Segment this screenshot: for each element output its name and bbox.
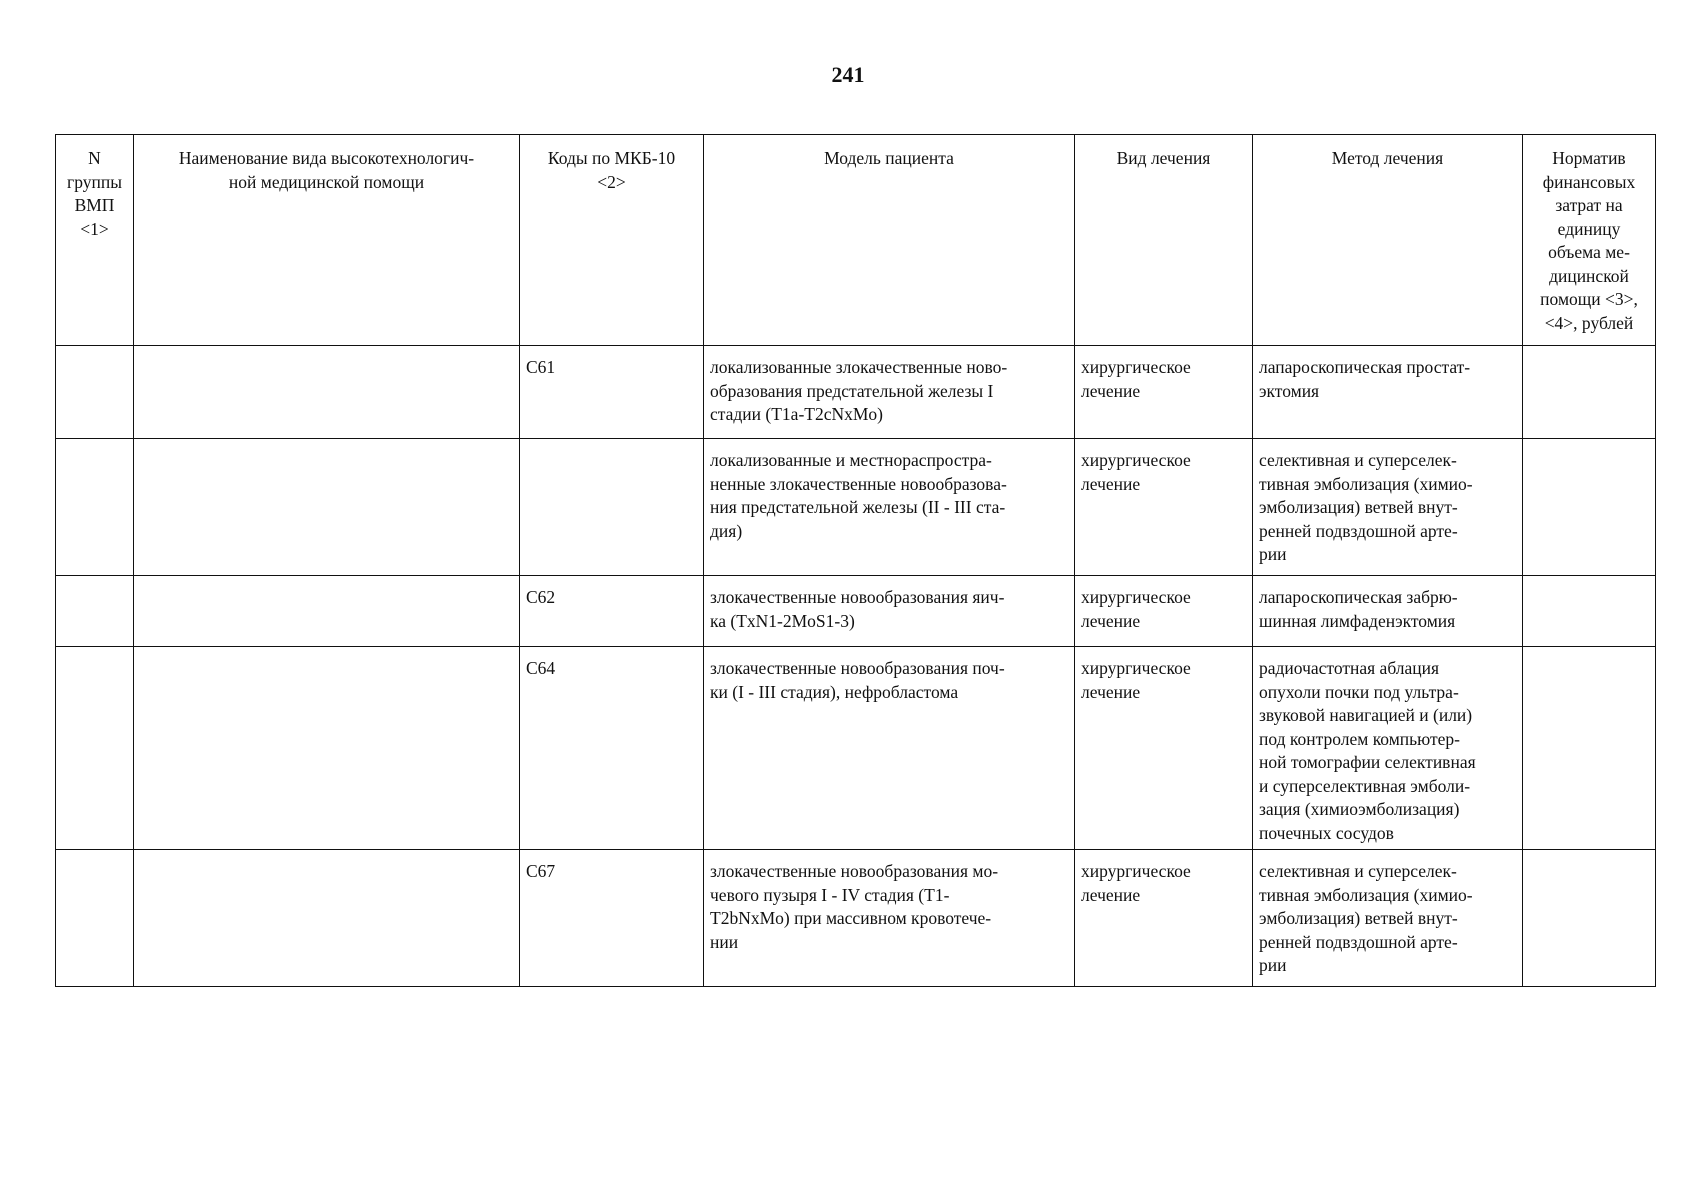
text-line: лапароскопическая забрю- — [1259, 587, 1458, 607]
text-line: эмболизация) ветвей внут- — [1259, 908, 1458, 928]
table-row — [56, 850, 1656, 987]
cell-care-type-name — [134, 850, 520, 987]
text-line: ренней подвздошной арте- — [1259, 931, 1458, 952]
cell-patient-model — [704, 346, 1075, 439]
text-line: <4>, рублей — [1544, 312, 1634, 333]
text-line: под контролем компьютер- — [1259, 728, 1460, 749]
text-line: ка (TxN1-2MoS1-3) — [710, 610, 855, 631]
cell-treatment-type — [1075, 439, 1253, 576]
cell-treatment-method — [1253, 647, 1523, 850]
text-line: T2bNxMo) при массивном кровотече- — [710, 908, 992, 928]
text-line: хирургическое — [1081, 658, 1191, 678]
text-line: ния предстательной железы (II - III ста- — [710, 497, 1006, 517]
header-patient-model — [704, 135, 1075, 346]
cell-cost-norm — [1523, 346, 1656, 439]
cell-cost-norm — [1523, 850, 1656, 987]
cell-group-number — [56, 439, 134, 576]
header-cost-norm — [1523, 135, 1656, 346]
text-line: ки (I - III стадия), нефробластома — [710, 681, 959, 702]
cell-care-type-name — [134, 576, 520, 647]
text-line: лечение — [1081, 610, 1141, 631]
cell-group-number — [56, 346, 134, 439]
text-line: <1> — [80, 218, 109, 239]
text-line: дицинской — [1549, 265, 1629, 286]
vmp-table — [55, 134, 1656, 987]
cell-icd10-code: C62 — [520, 576, 704, 647]
cell-treatment-method — [1253, 346, 1523, 439]
text-line: образования предстательной железы I — [710, 380, 994, 401]
cell-cost-norm — [1523, 647, 1656, 850]
text-line: Модель пациента — [824, 148, 954, 168]
text-line: стадии (T1a-T2cNxMo) — [710, 404, 884, 424]
text-line: лечение — [1081, 380, 1141, 401]
cell-patient-model — [704, 647, 1075, 850]
text-line: ВМП — [74, 195, 115, 215]
text-line: N — [88, 148, 101, 168]
table-body — [56, 346, 1656, 987]
cell-treatment-method — [1253, 850, 1523, 987]
cell-group-number — [56, 647, 134, 850]
text-line: финансовых — [1542, 171, 1636, 192]
text-line: селективная и суперселек- — [1259, 861, 1457, 881]
table-header-row — [56, 135, 1656, 346]
cell-care-type-name — [134, 439, 520, 576]
cell-treatment-type — [1075, 346, 1253, 439]
cell-care-type-name — [134, 346, 520, 439]
text-line: хирургическое — [1081, 450, 1191, 470]
text-line: хирургическое — [1081, 357, 1191, 377]
header-treatment-type — [1075, 135, 1253, 346]
text-line: лапароскопическая простат- — [1259, 357, 1471, 377]
text-line: Коды по МКБ-10 — [547, 148, 676, 168]
text-line: Метод лечения — [1331, 148, 1444, 168]
cell-patient-model — [704, 850, 1075, 987]
text-line: и суперселективная эмболи- — [1259, 775, 1471, 796]
text-line: объема ме- — [1548, 242, 1630, 262]
text-line: помощи <3>, — [1540, 289, 1638, 309]
text-line: эктомия — [1259, 380, 1320, 401]
text-line: локализованные и местнораспростра- — [710, 450, 992, 470]
text-line: Норматив — [1552, 148, 1626, 168]
text-line: эмболизация) ветвей внут- — [1259, 497, 1458, 517]
text-line: локализованные злокачественные ново- — [710, 357, 1008, 377]
text-line: тивная эмболизация (химио- — [1259, 473, 1473, 494]
text-line: почечных сосудов — [1259, 822, 1394, 843]
text-line: ной томографии селективная — [1259, 752, 1476, 772]
text-line: Наименование вида высокотехнологич- — [178, 148, 475, 168]
text-line: ной медицинской помощи — [228, 171, 425, 192]
cell-treatment-type — [1075, 850, 1253, 987]
text-line: тивная эмболизация (химио- — [1259, 884, 1473, 905]
text-line: шинная лимфаденэктомия — [1259, 610, 1456, 631]
header-group-number — [56, 135, 134, 346]
text-line: лечение — [1081, 681, 1141, 702]
text-line: лечение — [1081, 884, 1141, 905]
cell-icd10-code — [520, 439, 704, 576]
text-line: дия) — [710, 520, 743, 541]
text-line: <2> — [597, 171, 626, 192]
text-line: хирургическое — [1081, 587, 1191, 607]
text-line: злокачественные новообразования яич- — [710, 587, 1005, 607]
header-icd10-codes — [520, 135, 704, 346]
text-line: злокачественные новообразования мо- — [710, 861, 999, 881]
text-line: опухоли почки под ультра- — [1259, 681, 1459, 702]
text-line: радиочастотная аблация — [1259, 658, 1440, 678]
table-row — [56, 439, 1656, 576]
cell-care-type-name — [134, 647, 520, 850]
cell-treatment-method — [1253, 439, 1523, 576]
text-line: Вид лечения — [1116, 148, 1211, 168]
text-line: рии — [1259, 544, 1287, 564]
text-line: группы — [67, 171, 122, 192]
cell-cost-norm — [1523, 576, 1656, 647]
text-line: единицу — [1557, 218, 1621, 239]
header-care-type-name — [134, 135, 520, 346]
cell-patient-model — [704, 576, 1075, 647]
table-row — [56, 647, 1656, 850]
text-line: рии — [1259, 955, 1287, 975]
cell-group-number — [56, 850, 134, 987]
cell-treatment-type — [1075, 647, 1253, 850]
text-line: затрат на — [1555, 195, 1623, 215]
cell-icd10-code: C64 — [520, 647, 704, 850]
text-line: звуковой навигацией и (или) — [1259, 705, 1473, 725]
cell-treatment-method — [1253, 576, 1523, 647]
table-row — [56, 576, 1656, 647]
text-line: чевого пузыря I - IV стадия (T1- — [710, 884, 950, 905]
table-row — [56, 346, 1656, 439]
cell-patient-model — [704, 439, 1075, 576]
cell-icd10-code: C61 — [520, 346, 704, 439]
text-line: хирургическое — [1081, 861, 1191, 881]
cell-group-number — [56, 576, 134, 647]
text-line: селективная и суперселек- — [1259, 450, 1457, 470]
cell-icd10-code: C67 — [520, 850, 704, 987]
cell-cost-norm — [1523, 439, 1656, 576]
text-line: злокачественные новообразования поч- — [710, 658, 1005, 678]
header-treatment-method — [1253, 135, 1523, 346]
cell-treatment-type — [1075, 576, 1253, 647]
text-line: ненные злокачественные новообразова- — [710, 473, 1007, 494]
text-line: нии — [710, 931, 739, 952]
text-line: ренней подвздошной арте- — [1259, 520, 1458, 541]
page-number: 241 — [831, 62, 865, 87]
text-line: лечение — [1081, 473, 1141, 494]
text-line: зация (химиоэмболизация) — [1259, 799, 1460, 819]
